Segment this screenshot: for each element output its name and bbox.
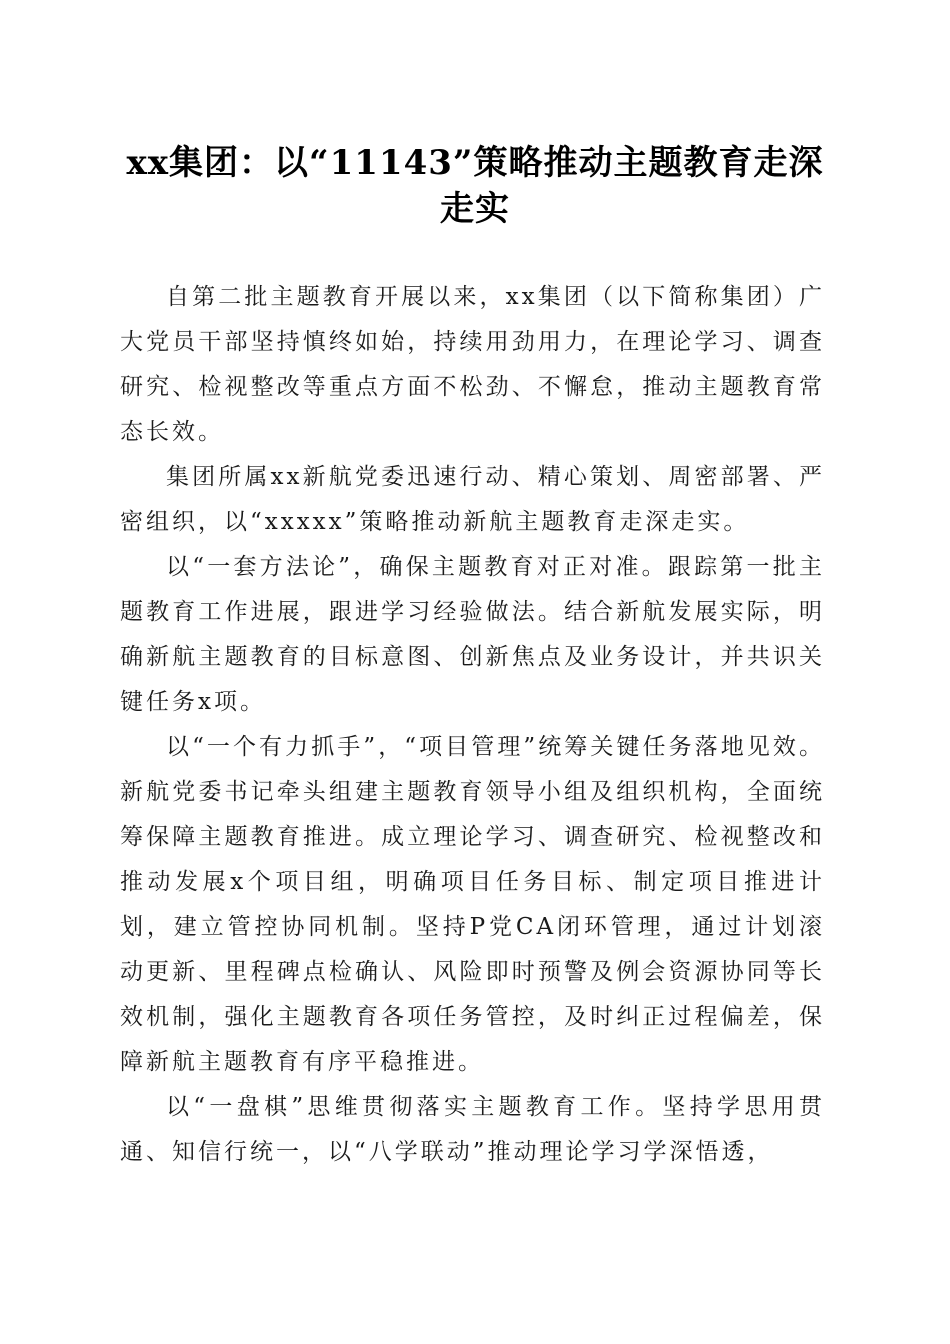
paragraph-coordination: 以“一盘棋”思维贯彻落实主题教育工作。坚持学思用贯通、知信行统一，以“八学联动”推动理论学习学深悟透， [120,1094,825,1165]
title-line-1: xx集团：以“11143”策略推动主题教育走深 [126,143,824,183]
document-title [110,140,840,232]
document-body [120,275,825,1175]
title-line-2: 走实 [440,189,510,229]
paragraph-methodology: 以“一套方法论”，确保主题教育对正对准。跟踪第一批主题教育工作进展，跟进学习经验做法。结合新航发展实际，明确新航主题教育的目标意图、创新焦点及业务设计，并共识关键任务x项。 [120,554,825,715]
paragraph-project-management: 以“一个有力抓手”，“项目管理”统筹关键任务落地见效。新航党委书记牵头组建主题教育领导小组及组织机构，全面统筹保障主题教育推进。成立理论学习、调查研究、检视整改和推动发展x个项目组，明确项目任务目标、制定项目推进计划，建立管控协同机制。坚持P党CA闭环管理，通过计划滚动更新、里程碑点检确认、风险即时预警及例会资源协同等长效机制，强化主题教育各项任务管控，及时纠正过程偏差，保障新航主题教育有序平稳推进。 [120,734,825,1075]
paragraph-intro: 自第二批主题教育开展以来，xx集团（以下简称集团）广大党员干部坚持慎终如始，持续用劲用力，在理论学习、调查研究、检视整改等重点方面不松劲、不懈怠，推动主题教育常态长效。 [120,284,825,445]
paragraph-overview: 集团所属xx新航党委迅速行动、精心策划、周密部署、严密组织，以“xxxxx”策略推动新航主题教育走深走实。 [120,464,825,535]
